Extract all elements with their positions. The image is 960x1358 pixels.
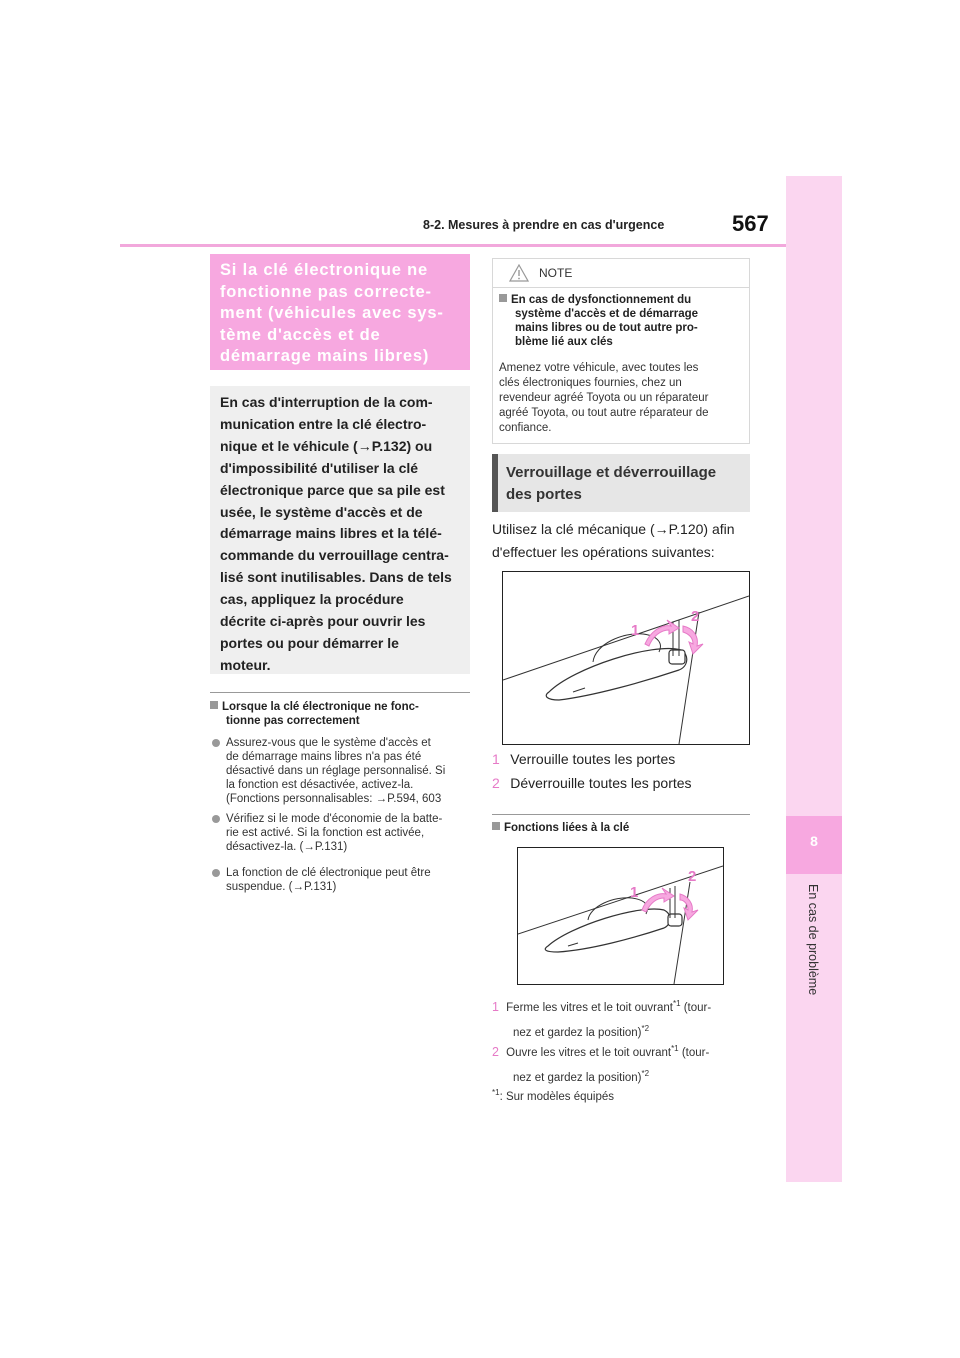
chapter-title-vertical	[805, 884, 825, 1044]
intro-line: moteur.	[220, 656, 271, 673]
intro-line: lisé sont inutilisables. Dans de tels	[220, 569, 452, 586]
figure-label: 2	[688, 868, 697, 885]
intro-line: cas, appliquez la procédure	[220, 591, 404, 608]
heading-line: fonctionne pas correcte-	[220, 282, 432, 301]
key-functions-heading: Fonctions liées à la clé	[492, 821, 629, 835]
heading-line: ment (véhicules avec sys-	[220, 304, 444, 322]
bullet-item: Assurez-vous que le système d'accès et de démarrage mains libres n'a pas été désactivé dans un réglage personnalisé. Si la fonction est désactivée, activez-la. (Fonctions personnalisables: →P.594, 603	[210, 736, 472, 806]
intro-line: En cas d'interruption de la com-	[220, 394, 433, 410]
bullet-item: Vérifiez si le mode d'économie de la batte- rie est activé. Si la fonction est activée, désactivez-la. (→P.131)	[210, 812, 472, 854]
door-handle-figure-2	[517, 847, 724, 985]
door-lock-heading: Verrouillage et déverrouillage des portes	[492, 454, 750, 512]
figure-label: 1	[630, 884, 639, 901]
divider	[492, 814, 750, 815]
bullet-item: La fonction de clé électronique peut être suspendue. (→P.131)	[210, 866, 472, 894]
page-number: 567	[732, 211, 769, 236]
door-handle-figure-1	[502, 571, 750, 745]
warning-triangle-icon	[509, 264, 529, 282]
note-heading: En cas de dysfonctionnement du système d'accès et de démarrage mains libres ou de tout autre pro- blème lié aux clés	[499, 293, 745, 349]
intro-box	[210, 386, 470, 674]
intro-line: démarrage mains libres et la télé-	[220, 525, 442, 542]
square-bullet-icon	[492, 822, 500, 830]
square-bullet-icon	[210, 701, 218, 709]
intro-line: nique et le véhicule (→P.132) ou	[220, 437, 433, 454]
bullet-dot-icon	[212, 815, 220, 823]
intro-line: d'impossibilité d'utiliser la clé	[220, 459, 419, 476]
intro-line: décrite ci-après pour ouvrir les	[220, 613, 426, 630]
intro-line: usée, le système d'accès et de	[220, 503, 423, 520]
step-item: 2 Ouvre les vitres et le toit ouvrant$^{*1}$ (tour- nez et gardez la position)$^{*2}$	[492, 1044, 710, 1084]
heading-line: tème d'accès et de	[220, 325, 381, 344]
section-title: 8-2. Mesures à prendre en cas d'urgence	[423, 218, 665, 232]
heading-line: démarrage mains libres)	[220, 347, 430, 365]
divider	[210, 692, 470, 693]
figure-label: 2	[691, 608, 700, 625]
note-label: NOTE	[539, 266, 573, 280]
note-header	[493, 259, 749, 288]
header-rule	[120, 244, 786, 247]
door-lock-intro: Utilisez la clé mécanique (→P.120) afin d'effectuer les opérations suivantes:	[492, 521, 735, 560]
intro-line: commande du verrouillage centra-	[220, 547, 449, 564]
heading-bar	[492, 454, 498, 512]
section-heading-box	[210, 254, 470, 370]
square-bullet-icon	[499, 294, 507, 302]
note-body: Amenez votre véhicule, avec toutes les clés électroniques fournies, chez un revendeur agréé Toyota ou un réparateur agréé Toyota, ou tout autre réparateur de confiance.	[499, 362, 709, 434]
heading-line: Si la clé électronique ne	[220, 261, 428, 279]
figure-label: 1	[631, 622, 640, 639]
chapter-title: En cas de problème	[806, 884, 820, 996]
step-item: 1 Verrouille toutes les portes	[492, 751, 676, 767]
chapter-number: 8	[810, 833, 818, 849]
sub-heading: Lorsque la clé électronique ne fonc- tionne pas correctement	[210, 700, 470, 728]
bullet-dot-icon	[212, 869, 220, 877]
bullet-dot-icon	[212, 739, 220, 747]
step-item: 1 Ferme les vitres et le toit ouvrant$^{*1}$ (tour- nez et gardez la position)$^{*2}$	[492, 999, 712, 1039]
intro-line: portes ou pour démarrer le	[220, 634, 399, 651]
door-handle-illustration	[503, 572, 749, 744]
footnote: $^{*1}$: Sur modèles équipés	[492, 1088, 614, 1103]
step-item: 2 Déverrouille toutes les portes	[492, 775, 692, 791]
intro-line: électronique parce que sa pile est	[220, 481, 445, 498]
note-box	[492, 258, 750, 444]
intro-line: munication entre la clé électro-	[220, 415, 427, 432]
